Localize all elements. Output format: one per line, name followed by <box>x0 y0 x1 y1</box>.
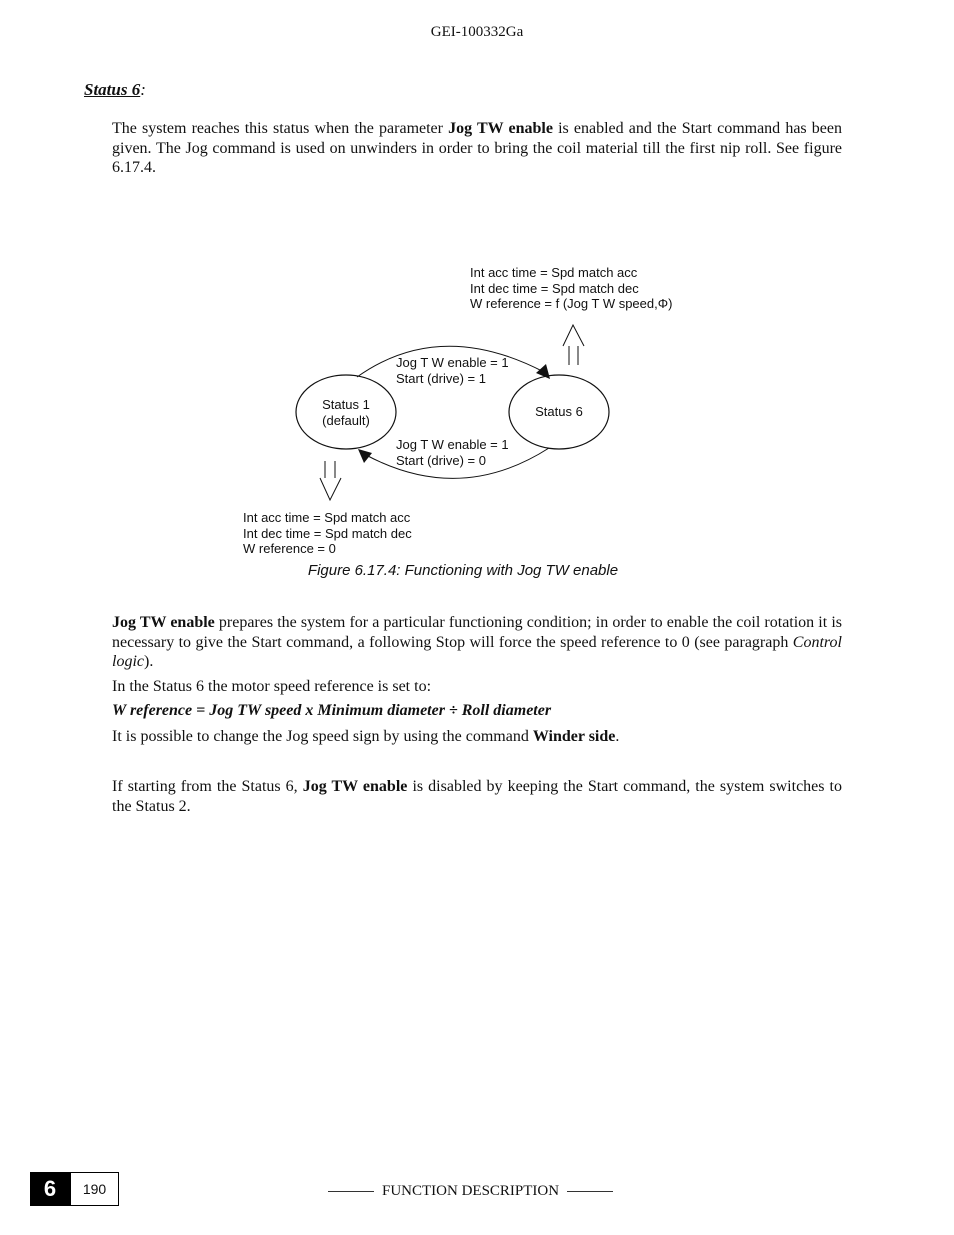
lower-arrowhead <box>358 449 372 463</box>
upper-transition-label <box>396 355 509 386</box>
body-p1-param: Jog TW enable <box>112 614 215 631</box>
section-title-colon: : <box>140 80 146 99</box>
upper-transition-line-1: Jog T W enable = 1 <box>396 355 509 370</box>
status1-label-line-1: Status 1 <box>322 397 370 412</box>
bottom-note-line-1: Int acc time = Spd match acc <box>243 510 411 525</box>
body-p4-text-a: If starting from the Status 6, <box>112 778 303 795</box>
status1-label <box>296 397 396 428</box>
status1-label-line-2: (default) <box>322 412 370 428</box>
page-number: 190 <box>70 1172 119 1206</box>
lower-transition-label <box>396 437 509 468</box>
lower-transition-line-2: Start (drive) = 0 <box>396 452 486 468</box>
body-p1-text-a: prepares the system for a particular functioning condition; in order to enable the coil rotation it is necessary to give the Start command, a following Stop will force the speed reference to 0 (see paragraph <box>112 614 842 651</box>
top-note-line-2: Int dec time = Spd match dec <box>470 280 639 296</box>
down-hollow-arrow <box>320 461 341 500</box>
upper-transition-line-2: Start (drive) = 1 <box>396 370 486 386</box>
body-paragraph-1 <box>112 613 842 672</box>
footer-label <box>320 1183 621 1200</box>
footer-rule-right <box>567 1191 613 1192</box>
top-note-line-3: W reference = f (Jog T W speed,Φ) <box>470 296 673 311</box>
bottom-note-line-2: Int dec time = Spd match dec <box>243 525 412 541</box>
lower-transition-line-1: Jog T W enable = 1 <box>396 437 509 452</box>
status6-label: Status 6 <box>535 404 583 419</box>
body-p4-text-b: is disabled by keeping the Start command, the system switches to the Status 2. <box>112 778 842 815</box>
body-paragraph-2: In the Status 6 the motor speed reference is set to: <box>112 678 432 695</box>
body-p3-command: Winder side <box>532 728 616 745</box>
document-code: GEI-100332Ga <box>430 24 524 40</box>
status6-settings-note <box>470 265 672 312</box>
body-paragraph-3 <box>112 727 842 747</box>
footer-label-text: FUNCTION DESCRIPTION <box>382 1183 560 1199</box>
footer-rule-left <box>328 1191 374 1192</box>
bottom-note-line-3: W reference = 0 <box>243 541 336 556</box>
up-hollow-arrow <box>563 325 584 365</box>
body-p1-link-ref: Control logic <box>112 633 842 670</box>
figure-caption: Figure 6.17.4: Functioning with Jog TW enable <box>307 562 619 579</box>
body-p4-param: Jog TW enable <box>302 778 408 795</box>
intro-param-name: Jog TW enable <box>448 120 553 137</box>
body-paragraph-4 <box>112 777 842 816</box>
intro-text-1: The system reaches this status when the parameter <box>112 120 449 137</box>
section-title-text: Status 6 <box>84 80 141 99</box>
intro-text-2: is enabled and the Start command has been given. The Jog command is used on unwinders in order to bring the coil material till the first nip roll. See figure 6.17.4. <box>112 120 842 176</box>
chapter-number: 6 <box>30 1172 70 1206</box>
body-p3-text-b: . <box>615 728 620 745</box>
top-note-line-1: Int acc time = Spd match acc <box>470 265 638 280</box>
body-p1-text-b: ). <box>144 653 154 670</box>
status1-settings-note <box>243 510 412 557</box>
body-p3-text-a: It is possible to change the Jog speed sign by using the command <box>112 728 533 745</box>
speed-formula: W reference = Jog TW speed x Minimum diameter ÷ Roll diameter <box>112 702 552 719</box>
